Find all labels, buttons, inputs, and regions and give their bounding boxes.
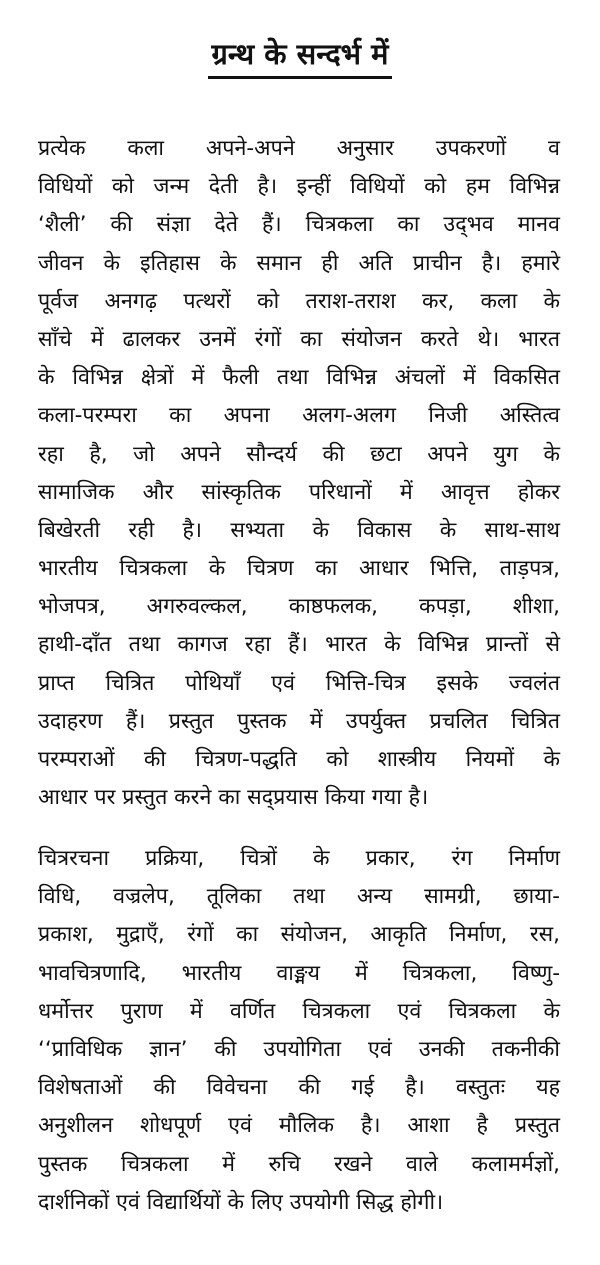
paragraph-line: ‘‘प्राविधिक ज्ञान’ की उपयोगिता एवं उनकी तकनीकी (38, 1036, 560, 1062)
paragraph-line: धर्मोत्तर पुराण में वर्णित चित्रकला एवं चित्रकला के (38, 998, 560, 1024)
title-container (0, 36, 600, 79)
paragraph-line: आधार पर प्रस्तुत करने का सद्‌प्रयास किया गया है। (38, 785, 429, 811)
paragraph-line: बिखेरती रही है। सभ्यता के विकास के साथ-साथ (38, 517, 560, 543)
paragraph-line: भावचित्रणादि, भारतीय वाङ्मय में चित्रकला, विष्णु- (38, 960, 560, 986)
paragraph-line: विशेषताओं की विवेचना की गई है। वस्तुतः यह (38, 1075, 560, 1101)
page-title: ग्रन्थ के सन्दर्भ में (208, 36, 393, 79)
paragraph-line: भारतीय चित्रकला के चित्रण का आधार भित्ति, ताड़पत्र, (38, 556, 560, 582)
paragraph-line: विधि, वज्रलेप, तूलिका तथा अन्य सामग्री, छाया- (38, 884, 560, 910)
paragraph-line: विधियों को जन्म देती है। इन्हीं विधियों को हम विभिन्न (38, 174, 560, 200)
paragraph-line: साँचे में ढालकर उनमें रंगों का संयोजन करते थे। भारत (38, 326, 560, 352)
paragraph-line: के विभिन्न क्षेत्रों में फैली तथा विभिन्न अंचलों में विकसित (38, 365, 560, 391)
paragraph-line: कला-परम्परा का अपना अलग-अलग निजी अस्तित्व (38, 403, 560, 429)
paragraph-line: दार्शनिकों एवं विद्यार्थियों के लिए उपयोगी सिद्ध होगी। (38, 1189, 444, 1215)
paragraph-2 (38, 840, 560, 1222)
paragraph-line: ‘शैली’ की संज्ञा देते हैं। चित्रकला का उद्‌भव मानव (38, 212, 560, 238)
paragraph-line: उदाहरण हैं। प्रस्तुत पुस्तक में उपर्युक्त प्रचलित चित्रित (38, 708, 560, 734)
paragraph-line: पुस्तक चित्रकला में रुचि रखने वाले कलामर्मज्ञों, (38, 1151, 560, 1177)
paragraph-line: प्राप्त चित्रित पोथियाँ एवं भित्ति-चित्र इसके ज्वलंत (38, 670, 560, 696)
paragraph-line: अनुशीलन शोधपूर्ण एवं मौलिक है। आशा है प्रस्तुत (38, 1113, 560, 1139)
paragraph-line: प्रत्येक कला अपने-अपने अनुसार उपकरणों व (38, 136, 560, 161)
paragraph-1 (38, 130, 560, 817)
paragraph-line: रहा है, जो अपने सौन्दर्य की छटा अपने युग के (38, 441, 560, 467)
paragraph-line: प्रकाश, मुद्राएँ, रंगों का संयोजन, आकृति निर्माण, रस, (38, 922, 560, 948)
paragraph-line: पूर्वज अनगढ़ पत्थरों को तराश-तराश कर, कला के (38, 288, 560, 314)
paragraph-line: भोजपत्र, अगरुवल्कल, काष्ठफलक, कपड़ा, शीशा, (38, 594, 560, 620)
paragraph-line: हाथी-दाँत तथा कागज रहा हैं। भारत के विभिन्न प्रान्तों से (38, 632, 560, 658)
paragraph-line: परम्पराओं की चित्रण-पद्धति को शास्त्रीय नियमों के (38, 747, 560, 772)
paragraph-line: सामाजिक और सांस्कृतिक परिधानों में आवृत्त होकर (38, 479, 560, 505)
paragraph-line: जीवन के इतिहास के समान ही अति प्राचीन है। हमारे (38, 250, 560, 276)
paragraph-line: चित्ररचना प्रक्रिया, चित्रों के प्रकार, रंग निर्माण (38, 846, 560, 871)
